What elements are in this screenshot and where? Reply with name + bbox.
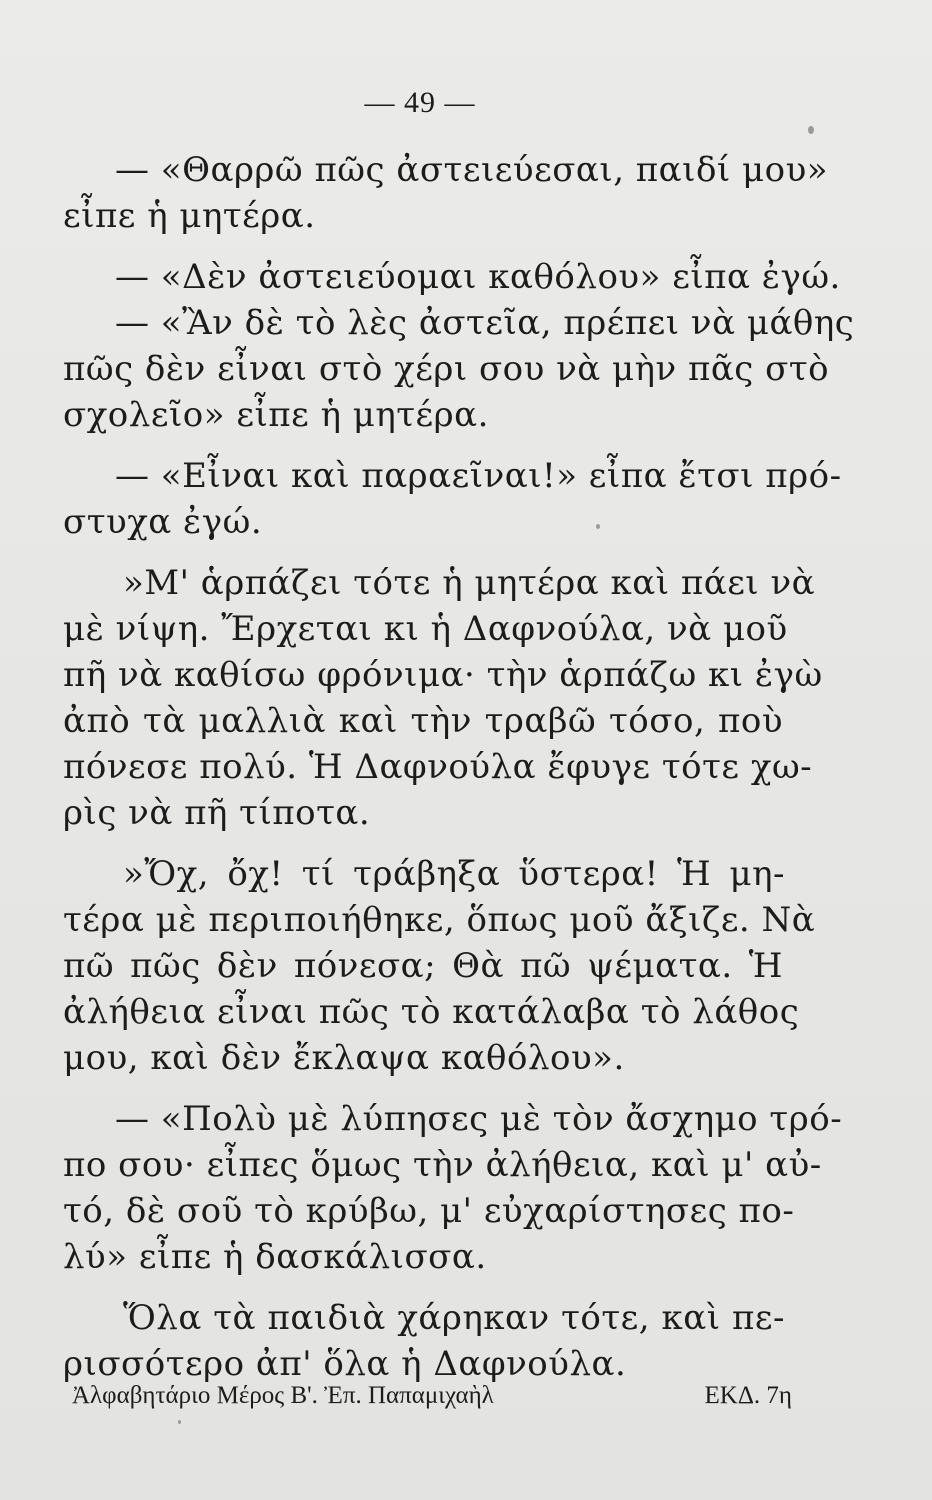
text-line: πῶς δὲν εἶναι στὸ χέρι σου νὰ μὴν πᾶς στὸ [63, 349, 830, 389]
text-line: λύ» εἶπε ἡ δασκάλισσα. [63, 1237, 487, 1277]
text-line: — «Δὲν ἀστειεύομαι καθόλου» εἶπα ἐγώ. [115, 257, 841, 297]
text-line: »Μ' ἁρπάζει τότε ἡ μητέρα καὶ πάει νὰ [123, 563, 816, 603]
text-line: ρισσότερο ἀπ' ὅλα ἡ Δαφνούλα. [63, 1344, 627, 1384]
footer-imprint [72, 1382, 792, 1410]
text-line: σχολεῖο» εἶπε ἡ μητέρα. [63, 395, 489, 435]
text-line: ρὶς νὰ πῆ τίποτα. [63, 793, 371, 833]
text-line: »Ὄχ, ὄχ! τί τράβηξα ὕστερα! Ἡ μη- [123, 854, 785, 894]
text-line: τέρα μὲ περιποιήθηκε, ὅπως μοῦ ἄξιζε. Νὰ [63, 900, 816, 940]
footer-title: Ἀλφαβητάριο Μέρος Β'. Ἐπ. Παπαμιχαὴλ [72, 1382, 494, 1409]
text-line: πῆ νὰ καθίσω φρόνιμα· τὴν ἁρπάζω κι ἐγὼ [63, 655, 823, 695]
page-number: — 49 — [364, 86, 476, 119]
text-line: στυχα ἐγώ. [63, 502, 263, 542]
footer-edition: ΕΚΔ. 7η [704, 1382, 792, 1409]
text-line: πῶ πῶς δὲν πόνεσα; Θὰ πῶ ψέματα. Ἡ [63, 946, 783, 986]
text-line: — «Πολὺ μὲ λύπησες μὲ τὸν ἄσχημο τρό- [115, 1099, 843, 1139]
text-line: ἀλήθεια εἶναι πῶς τὸ κατάλαβα τὸ λάθος [63, 992, 800, 1032]
text-line: — «Θαρρῶ πῶς ἀστειεύεσαι, παιδί μου» [115, 150, 829, 190]
text-line: τό, δὲ σοῦ τὸ κρύβω, μ' εὐχαρίστησες πο- [63, 1191, 795, 1231]
paper-speck [596, 524, 600, 529]
text-line: πο σου· εἶπες ὅμως τὴν ἀλήθεια, καὶ μ' αὐ- [63, 1145, 822, 1185]
paper-speck [178, 1420, 181, 1424]
text-line: ἀπὸ τὰ μαλλιὰ καὶ τὴν τραβῶ τόσο, ποὺ [63, 701, 783, 741]
text-line: μὲ νίψη. Ἔρχεται κι ἡ Δαφνούλα, νὰ μοῦ [63, 609, 788, 649]
text-line: — «Εἶναι καὶ παραεῖναι!» εἶπα ἔτσι πρό- [115, 456, 842, 496]
text-line: Ὅλα τὰ παιδιὰ χάρηκαν τότε, καὶ πε- [123, 1298, 785, 1338]
text-line: πόνεσε πολύ. Ἡ Δαφνούλα ἔφυγε τότε χω- [63, 747, 813, 787]
text-line: μου, καὶ δὲν ἔκλαψα καθόλου». [63, 1038, 625, 1078]
text-line: — «Ἂν δὲ τὸ λὲς ἀστεῖα, πρέπει νὰ μάθης [115, 303, 855, 343]
text-line: εἶπε ἡ μητέρα. [63, 196, 316, 236]
paper-speck [808, 126, 814, 134]
